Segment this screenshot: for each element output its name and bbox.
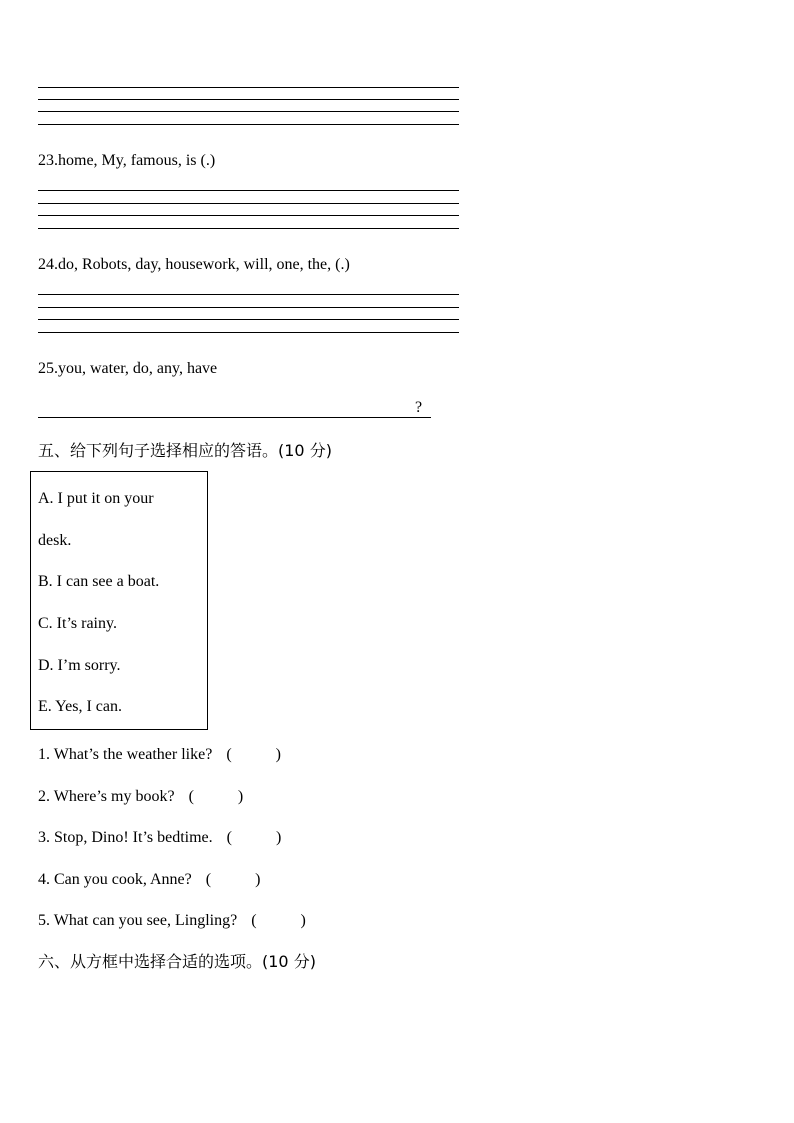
match-item-text: 4. Can you cook, Anne? xyxy=(38,871,192,888)
answer-blank[interactable]: ( ) xyxy=(188,788,244,805)
option-d: D. I’m sorry. xyxy=(38,657,121,674)
match-item-text: 3. Stop, Dino! It’s bedtime. xyxy=(38,829,213,846)
question-24: 24.do, Robots, day, housework, will, one, the, (.) xyxy=(38,256,350,273)
option-a-continued: desk. xyxy=(38,532,72,549)
writing-line[interactable] xyxy=(38,111,459,112)
question-mark: ? xyxy=(415,399,423,416)
section-5-heading: 五、给下列句子选择相应的答语。(10 分) xyxy=(38,441,332,460)
section-6-heading: 六、从方框中选择合适的选项。(10 分) xyxy=(38,952,316,971)
writing-line[interactable] xyxy=(38,87,459,88)
question-23: 23.home, My, famous, is (.) xyxy=(38,152,216,169)
match-item-text: 5. What can you see, Lingling? xyxy=(38,912,238,929)
writing-line[interactable] xyxy=(38,190,459,191)
question-25: 25.you, water, do, any, have xyxy=(38,360,218,377)
option-b: B. I can see a boat. xyxy=(38,573,160,590)
option-a: A. I put it on your xyxy=(38,490,154,507)
writing-line[interactable] xyxy=(38,124,459,125)
options-box xyxy=(30,471,208,730)
match-item-2 xyxy=(38,787,243,807)
writing-line[interactable] xyxy=(38,99,459,100)
match-item-4 xyxy=(38,870,260,890)
option-c: C. It’s rainy. xyxy=(38,615,117,632)
match-item-3 xyxy=(38,828,281,848)
writing-line[interactable] xyxy=(38,319,459,320)
answer-blank[interactable]: ( ) xyxy=(251,912,306,929)
writing-line[interactable] xyxy=(38,203,459,204)
writing-line[interactable] xyxy=(38,307,459,308)
answer-blank[interactable]: ( ) xyxy=(205,871,261,888)
answer-blank[interactable]: ( ) xyxy=(226,746,281,763)
answer-blank[interactable]: ( ) xyxy=(226,829,282,846)
answer-line-25[interactable] xyxy=(38,417,431,418)
match-item-text: 1. What’s the weather like? xyxy=(38,746,213,763)
writing-line[interactable] xyxy=(38,228,459,229)
writing-line[interactable] xyxy=(38,332,459,333)
option-e: E. Yes, I can. xyxy=(38,698,122,715)
match-item-text: 2. Where’s my book? xyxy=(38,788,175,805)
match-item-5 xyxy=(38,911,306,931)
writing-line[interactable] xyxy=(38,215,459,216)
writing-line[interactable] xyxy=(38,294,459,295)
match-item-1 xyxy=(38,745,281,765)
